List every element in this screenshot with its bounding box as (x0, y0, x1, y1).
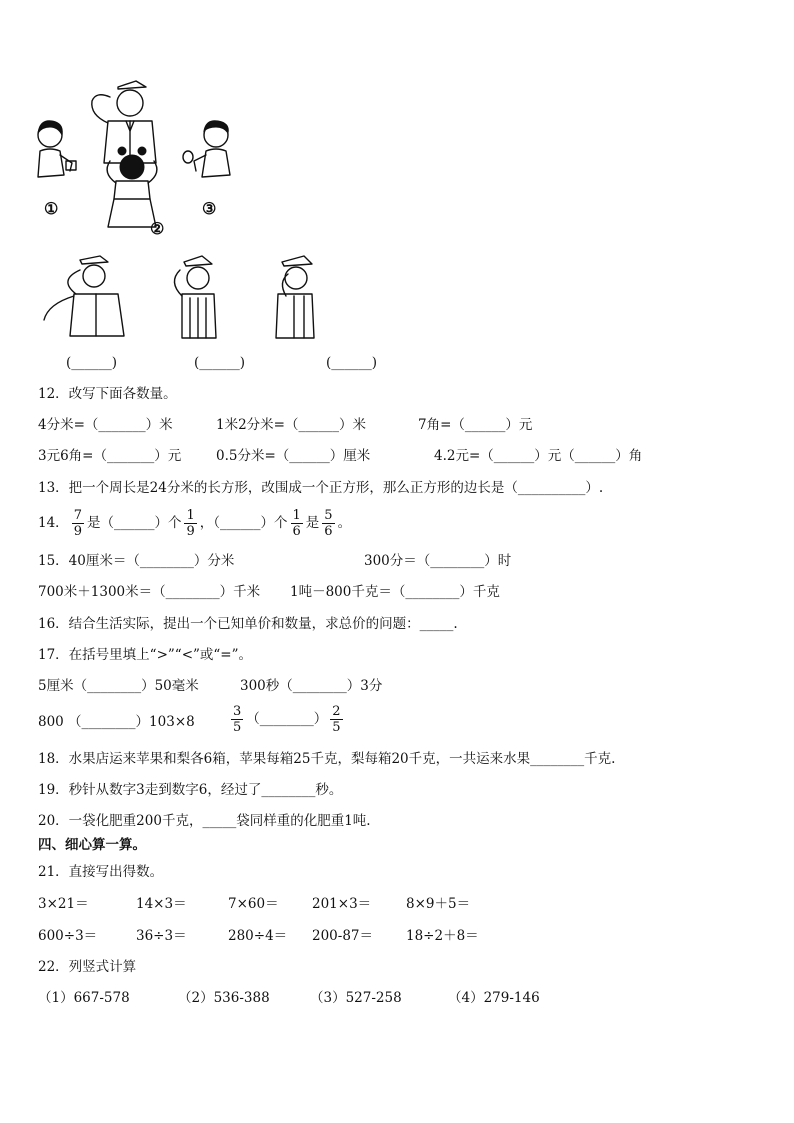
figure-label-2: ② (150, 219, 165, 238)
q21-r2-c3[interactable]: 280÷4＝ (228, 928, 288, 944)
q21-r1-c2[interactable]: 14×3＝ (136, 896, 187, 912)
q22-item-1[interactable]: （1）667-578 (38, 990, 130, 1006)
q12-item-3[interactable]: 7角=（______）元 (418, 417, 533, 433)
q12-item-4[interactable]: 3元6角=（_______）元 (38, 448, 182, 464)
q21-r1-c1[interactable]: 3×21＝ (38, 896, 89, 912)
q14-mid-1[interactable]: 是（______）个 (86, 515, 182, 531)
q17-item-a[interactable]: 5厘米（________）50毫米 (38, 678, 199, 694)
q14-suffix: 。 (337, 515, 352, 531)
q14-fraction-2: $\frac{1}{9}$ (186, 508, 195, 539)
q22-item-2[interactable]: （2）536-388 (178, 990, 270, 1006)
q20-text[interactable]: 20．一袋化肥重200千克，_____袋同样重的化肥重1吨. (38, 813, 371, 829)
q21-r2-c1[interactable]: 600÷3＝ (38, 928, 98, 944)
q21-title: 21．直接写出得数。 (38, 864, 164, 880)
salute-scene-illustration (30, 75, 250, 245)
q14-line[interactable] (38, 505, 351, 541)
child-left-figure (38, 121, 76, 177)
q14-mid-2[interactable]: ，（______）个 (199, 515, 288, 531)
q12-item-5[interactable]: 0.5分米=（______）厘米 (216, 448, 371, 464)
q14-fraction-1: $\frac{7}{9}$ (73, 508, 82, 539)
officer-view-side-left (268, 252, 328, 342)
q17-item-b[interactable]: 300秒（________）3分 (240, 678, 383, 694)
q13-text[interactable]: 13．把一个周长是24分米的长方形，改围成一个正方形，那么正方形的边长是（__________）. (38, 480, 604, 496)
q22-item-4[interactable]: （4）279-146 (448, 990, 540, 1006)
q12-title: 12．改写下面各数量。 (38, 386, 177, 402)
q21-r1-c4[interactable]: 201×3＝ (312, 896, 372, 912)
answer-blank-2[interactable]: (______) (194, 355, 246, 371)
q15-item-d[interactable]: 1吨－800千克＝（________）千克 (290, 584, 500, 600)
q14-fraction-3: $\frac{1}{6}$ (292, 508, 301, 539)
section-4-heading: 四、细心算一算。 (38, 837, 146, 853)
figure-label-1: ① (44, 199, 59, 218)
q22-item-3[interactable]: （3）527-258 (310, 990, 402, 1006)
girl-center-figure (107, 147, 157, 227)
q12-item-2[interactable]: 1米2分米=（______）米 (216, 417, 366, 433)
q21-r1-c5[interactable]: 8×9＋5＝ (406, 896, 471, 912)
q14-fraction-4: $\frac{5}{6}$ (324, 508, 333, 539)
q15-item-b[interactable]: 300分＝（________）时 (364, 553, 512, 569)
q16-text[interactable]: 16．结合生活实际，提出一个已知单价和数量，求总价的问题：_____. (38, 616, 458, 632)
officer-view-front (38, 250, 133, 340)
q21-r2-c5[interactable]: 18÷2＋8＝ (406, 928, 479, 944)
q21-r2-c4[interactable]: 200-87＝ (312, 928, 374, 944)
q17-title: 17．在括号里填上“>”“<”或“=”。 (38, 647, 253, 663)
q15-item-c[interactable]: 700米＋1300米＝（________）千米 (38, 584, 261, 600)
q17-item-d[interactable] (228, 701, 346, 737)
q17-blank-d[interactable]: （________） (246, 711, 328, 727)
q12-item-6[interactable]: 4.2元=（______）元（______）角 (434, 448, 643, 464)
q15-item-a[interactable]: 15．40厘米＝（________）分米 (38, 553, 235, 569)
q17-fraction-2: $\frac{2}{5}$ (332, 704, 341, 735)
officer-view-side-right (168, 252, 228, 342)
child-right-figure (183, 121, 230, 177)
q17-item-c[interactable]: 800 （________）103×8 (38, 714, 195, 730)
q14-mid-3: 是 (305, 515, 320, 531)
answer-blank-1[interactable]: (______) (66, 355, 118, 371)
q21-r2-c2[interactable]: 36÷3＝ (136, 928, 187, 944)
q18-text[interactable]: 18．水果店运来苹果和梨各6箱，苹果每箱25千克，梨每箱20千克，一共运来水果________千克. (38, 751, 616, 767)
q21-r1-c3[interactable]: 7×60＝ (228, 896, 279, 912)
q22-title: 22．列竖式计算 (38, 959, 137, 975)
q12-item-1[interactable]: 4分米=（_______）米 (38, 417, 173, 433)
q19-text[interactable]: 19．秒针从数字3走到数字6，经过了________秒。 (38, 782, 343, 798)
answer-blank-3[interactable]: (______) (326, 355, 378, 371)
figure-label-3: ③ (202, 199, 217, 218)
q17-fraction-1: $\frac{3}{5}$ (233, 704, 242, 735)
q14-prefix: 14． (38, 515, 69, 531)
